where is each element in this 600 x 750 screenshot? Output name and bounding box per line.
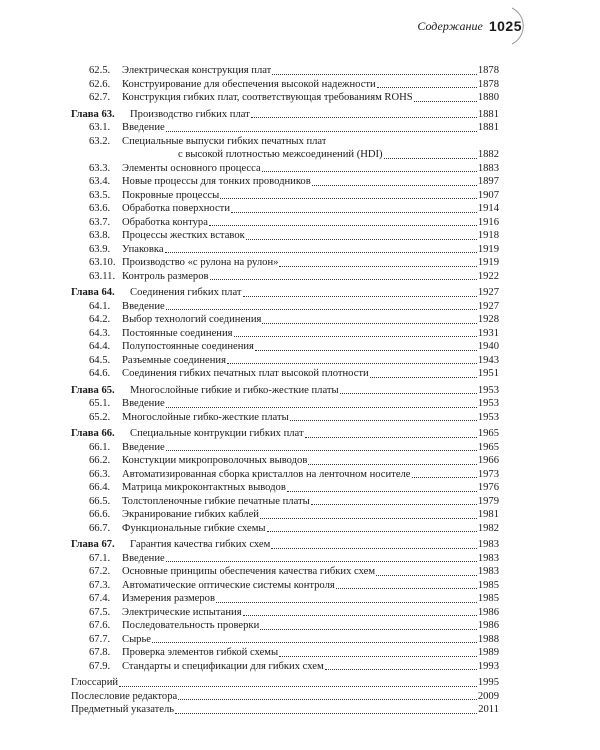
toc-entry-number: 67.2. bbox=[89, 566, 111, 577]
toc-entry[interactable] bbox=[71, 690, 499, 704]
toc-entry-number: 63.8. bbox=[89, 230, 111, 241]
toc-entry-page: 1986 bbox=[477, 620, 499, 631]
toc-entry-number: 66.5. bbox=[89, 495, 111, 507]
toc-entry-title: Гарантия качества гибких схем bbox=[130, 539, 271, 550]
toc-entry-page: 1880 bbox=[477, 92, 499, 103]
toc-entry-number: Глава 67. bbox=[71, 539, 115, 550]
dot-leader bbox=[220, 198, 477, 199]
toc-entry-title: Многослойные гибко-жесткие платы bbox=[122, 411, 289, 423]
toc-entry[interactable] bbox=[71, 538, 499, 552]
header-title: Содержание bbox=[417, 18, 483, 33]
toc-entry[interactable] bbox=[71, 508, 499, 522]
toc-entry-number: 63.1. bbox=[89, 122, 111, 133]
running-header bbox=[417, 18, 522, 34]
toc-entry-page: 1982 bbox=[477, 522, 499, 534]
dot-leader bbox=[272, 74, 477, 75]
dot-leader bbox=[166, 407, 477, 408]
toc-entry-number: 63.11. bbox=[89, 270, 116, 282]
toc-entry-title: Полупостоянные соединения bbox=[122, 341, 254, 352]
toc-entry-title: Соединения гибких печатных плат высокой плотности bbox=[122, 368, 369, 379]
toc-entry-title: Основные принципы обеспечения качества гибких схем bbox=[122, 566, 376, 577]
toc-entry-title: Предметный указатель bbox=[71, 704, 175, 715]
toc-entry-title: с высокой плотностью межсоединений (HDI) bbox=[178, 149, 383, 160]
toc-entry[interactable] bbox=[71, 633, 499, 647]
toc-entry-number: 63.6. bbox=[89, 203, 111, 214]
dot-leader bbox=[287, 491, 477, 492]
toc-entry[interactable] bbox=[71, 606, 499, 620]
toc-entry[interactable] bbox=[71, 91, 499, 105]
toc-entry-page: 1985 bbox=[477, 579, 499, 591]
toc-entry-page: 1927 bbox=[477, 287, 499, 298]
dot-leader bbox=[231, 212, 477, 213]
toc-entry-page: 1953 bbox=[477, 398, 499, 409]
dot-leader bbox=[166, 131, 477, 132]
toc-entry-page: 1878 bbox=[477, 78, 499, 90]
dot-leader bbox=[227, 363, 477, 364]
dot-leader bbox=[262, 323, 476, 324]
toc-entry-page: 1981 bbox=[477, 509, 499, 520]
toc-entry-page: 1979 bbox=[477, 495, 499, 507]
toc-entry-page: 1953 bbox=[477, 384, 499, 396]
toc-entry[interactable] bbox=[71, 441, 499, 455]
toc-entry-title: Функциональные гибкие схемы bbox=[122, 522, 266, 534]
toc-entry-title: Сырье bbox=[122, 633, 152, 645]
toc-entry[interactable] bbox=[71, 216, 499, 230]
toc-entry[interactable] bbox=[71, 108, 499, 122]
toc-entry-title: Специальные выпуски гибких печатных плат bbox=[122, 135, 327, 147]
dot-leader bbox=[178, 699, 477, 700]
toc-entry-page: 1919 bbox=[477, 257, 499, 268]
toc-entry-title: Послесловие редактора bbox=[71, 690, 178, 702]
toc-entry-page: 1883 bbox=[477, 162, 499, 174]
toc-entry-page: 1881 bbox=[477, 122, 499, 133]
toc-entry[interactable] bbox=[71, 552, 499, 566]
toc-entry-page: 1983 bbox=[477, 566, 499, 577]
toc-entry-number: 64.1. bbox=[89, 300, 111, 312]
toc-entry-title: Введение bbox=[122, 552, 165, 564]
toc-entry-number: 63.3. bbox=[89, 162, 111, 174]
dot-leader bbox=[305, 437, 477, 438]
dot-leader bbox=[370, 377, 477, 378]
toc-entry[interactable] bbox=[71, 121, 499, 135]
dot-leader bbox=[279, 656, 477, 657]
toc-entry-page: 1943 bbox=[477, 354, 499, 366]
toc-entry[interactable] bbox=[71, 78, 499, 92]
toc-entry[interactable] bbox=[71, 703, 499, 717]
toc-entry-page: 1914 bbox=[477, 203, 499, 214]
toc-entry[interactable] bbox=[71, 202, 499, 216]
toc-entry[interactable] bbox=[71, 676, 499, 690]
toc-entry[interactable] bbox=[71, 135, 499, 149]
dot-leader bbox=[279, 266, 476, 267]
dot-leader bbox=[216, 602, 477, 603]
toc-entry-title: Конструкция гибких плат, соответствующая требованиям ROHS bbox=[122, 92, 413, 103]
dot-leader bbox=[260, 518, 477, 519]
dot-leader bbox=[308, 464, 476, 465]
toc-entry-page: 1916 bbox=[477, 216, 499, 228]
dot-leader bbox=[412, 477, 477, 478]
toc-entry-title: Электрическая конструкция плат bbox=[122, 65, 272, 76]
toc-entry-page: 1983 bbox=[477, 539, 499, 550]
toc-entry-number: 65.1. bbox=[89, 398, 111, 409]
dot-leader bbox=[165, 252, 477, 253]
header-page-number: 1025 bbox=[488, 18, 522, 34]
toc-chapter-block bbox=[71, 108, 499, 284]
table-of-contents bbox=[71, 64, 499, 720]
toc-entry-title: Измерения размеров bbox=[122, 593, 215, 604]
toc-entry-title: Введение bbox=[122, 300, 165, 312]
toc-entry-number: 67.4. bbox=[89, 593, 111, 604]
toc-entry-page: 1951 bbox=[477, 368, 499, 379]
toc-entry[interactable] bbox=[71, 189, 499, 203]
toc-entry-title: Элементы основного процесса bbox=[122, 162, 261, 174]
toc-entry[interactable] bbox=[71, 354, 499, 368]
toc-entry-title: Процессы жестких вставок bbox=[122, 230, 245, 241]
toc-entry-page: 1907 bbox=[477, 189, 499, 201]
toc-entry-title: Обработка контура bbox=[122, 216, 208, 228]
toc-entry[interactable] bbox=[71, 313, 499, 327]
toc-entry-page: 1986 bbox=[477, 606, 499, 618]
toc-entry-page: 1965 bbox=[477, 441, 499, 453]
dot-leader bbox=[243, 296, 477, 297]
toc-entry-title: Стандарты и спецификации для гибких схем bbox=[122, 660, 324, 672]
toc-entry-page: 1922 bbox=[477, 270, 499, 282]
toc-entry[interactable] bbox=[71, 522, 499, 536]
dot-leader bbox=[312, 185, 477, 186]
dot-leader bbox=[251, 117, 477, 118]
toc-entry-number: 66.4. bbox=[89, 482, 111, 493]
toc-entry-page: 2011 bbox=[478, 704, 499, 715]
toc-chapter-block bbox=[71, 427, 499, 535]
toc-entry-page: 1983 bbox=[477, 552, 499, 564]
toc-entry-title: Проверка элементов гибкой схемы bbox=[122, 647, 279, 658]
dot-leader bbox=[166, 309, 477, 310]
toc-entry[interactable] bbox=[71, 243, 499, 257]
toc-entry-number: 67.7. bbox=[89, 633, 111, 645]
toc-entry-number: 64.5. bbox=[89, 354, 111, 366]
toc-entry-title: Автоматические оптические системы контроля bbox=[122, 579, 335, 591]
toc-entry[interactable] bbox=[71, 579, 499, 593]
dot-leader bbox=[209, 225, 477, 226]
dot-leader bbox=[243, 615, 477, 616]
toc-entry-title: Электрические испытания bbox=[122, 606, 242, 618]
toc-entry-page: 1881 bbox=[477, 108, 499, 120]
toc-entry-number: 67.5. bbox=[89, 606, 111, 618]
toc-entry[interactable] bbox=[71, 660, 499, 674]
toc-entry-title: Глоссарий bbox=[71, 677, 119, 688]
dot-leader bbox=[234, 336, 477, 337]
toc-entry[interactable] bbox=[71, 175, 499, 189]
toc-chapter-block bbox=[71, 286, 499, 381]
dot-leader bbox=[175, 713, 477, 714]
toc-entry-number: 63.10. bbox=[89, 257, 116, 268]
decorative-arc-icon bbox=[508, 4, 542, 48]
toc-entry[interactable] bbox=[71, 427, 499, 441]
toc-entry-title: Введение bbox=[122, 398, 165, 409]
toc-chapter-block bbox=[71, 384, 499, 425]
toc-chapter-block bbox=[71, 538, 499, 673]
dot-leader bbox=[271, 548, 476, 549]
toc-entry-number: 64.3. bbox=[89, 327, 111, 339]
toc-entry-title: Толстопленочные гибкие печатные платы bbox=[122, 495, 310, 507]
toc-entry-number: 62.5. bbox=[89, 65, 111, 76]
toc-entry-page: 1897 bbox=[477, 176, 499, 187]
dot-leader bbox=[336, 588, 477, 589]
toc-entry-number: 63.5. bbox=[89, 189, 111, 201]
dot-leader bbox=[260, 629, 477, 630]
toc-entry-title: Производство «с рулона на рулон» bbox=[122, 257, 279, 268]
dot-leader bbox=[340, 393, 477, 394]
toc-entry-title: Упаковка bbox=[122, 243, 164, 255]
dot-leader bbox=[210, 279, 477, 280]
toc-entry[interactable] bbox=[71, 286, 499, 300]
dot-leader bbox=[152, 642, 477, 643]
toc-entry[interactable] bbox=[71, 367, 499, 381]
toc-entry-page: 1988 bbox=[477, 633, 499, 645]
toc-entry-page: 1878 bbox=[477, 65, 499, 76]
toc-appendix-block bbox=[71, 676, 499, 717]
toc-entry-page: 1928 bbox=[477, 314, 499, 325]
toc-entry-number: 66.1. bbox=[89, 441, 111, 453]
dot-leader bbox=[267, 531, 477, 532]
dot-leader bbox=[377, 87, 477, 88]
toc-entry-title: Контроль размеров bbox=[122, 270, 209, 282]
toc-entry-number: Глава 66. bbox=[71, 428, 115, 439]
toc-chapter-block bbox=[71, 64, 499, 105]
dot-leader bbox=[311, 504, 477, 505]
toc-entry-page: 1965 bbox=[477, 428, 499, 439]
toc-entry[interactable] bbox=[71, 229, 499, 243]
toc-entry[interactable] bbox=[71, 646, 499, 660]
toc-entry[interactable] bbox=[71, 340, 499, 354]
toc-entry-page: 1966 bbox=[477, 455, 499, 466]
toc-entry-title: Матрица микроконтактных выводов bbox=[122, 482, 286, 493]
toc-entry-title: Постоянные соединения bbox=[122, 327, 233, 339]
toc-entry-number: 63.2. bbox=[89, 135, 111, 147]
toc-entry-title: Выбор технологий соединения bbox=[122, 314, 262, 325]
toc-entry-title: Многослойные гибкие и гибко-жесткие платы bbox=[130, 384, 339, 396]
dot-leader bbox=[119, 686, 477, 687]
toc-entry-number: 66.7. bbox=[89, 522, 111, 534]
toc-entry-page: 1976 bbox=[477, 482, 499, 493]
toc-entry-number: 64.6. bbox=[89, 368, 111, 379]
toc-entry-number: 66.6. bbox=[89, 509, 111, 520]
dot-leader bbox=[290, 420, 477, 421]
toc-entry-number: 65.2. bbox=[89, 411, 111, 423]
toc-entry-page: 1882 bbox=[477, 149, 499, 160]
toc-entry-page: 1927 bbox=[477, 300, 499, 312]
dot-leader bbox=[255, 350, 477, 351]
toc-entry[interactable] bbox=[71, 565, 499, 579]
toc-entry-number: 67.3. bbox=[89, 579, 111, 591]
toc-entry-number: 62.6. bbox=[89, 78, 111, 90]
toc-entry-number: 64.4. bbox=[89, 341, 111, 352]
toc-entry-number: 67.6. bbox=[89, 620, 111, 631]
toc-entry-number: Глава 63. bbox=[71, 108, 115, 120]
toc-entry[interactable] bbox=[71, 148, 499, 162]
toc-entry[interactable] bbox=[71, 592, 499, 606]
toc-entry-page: 1940 bbox=[477, 341, 499, 352]
toc-entry-page: 1985 bbox=[477, 593, 499, 604]
toc-entry-title: Автоматизированная сборка кристаллов на ленточном носителе bbox=[122, 468, 411, 480]
toc-entry-page: 2009 bbox=[477, 690, 499, 702]
toc-entry-number: 63.4. bbox=[89, 176, 111, 187]
toc-entry-number: Глава 64. bbox=[71, 287, 115, 298]
toc-entry-title: Введение bbox=[122, 122, 165, 133]
toc-entry[interactable] bbox=[71, 327, 499, 341]
toc-entry[interactable] bbox=[71, 300, 499, 314]
toc-entry[interactable] bbox=[71, 256, 499, 270]
dot-leader bbox=[246, 239, 477, 240]
dot-leader bbox=[166, 450, 477, 451]
toc-entry[interactable] bbox=[71, 162, 499, 176]
dot-leader bbox=[414, 101, 477, 102]
toc-entry[interactable] bbox=[71, 495, 499, 509]
dot-leader bbox=[325, 669, 477, 670]
toc-entry-page: 1993 bbox=[477, 660, 499, 672]
toc-entry-number: 63.7. bbox=[89, 216, 111, 228]
toc-entry-number: 62.7. bbox=[89, 92, 111, 103]
toc-entry-title: Производство гибких плат bbox=[130, 108, 250, 120]
toc-entry-title: Введение bbox=[122, 441, 165, 453]
toc-entry-page: 1995 bbox=[477, 677, 499, 688]
toc-entry[interactable] bbox=[71, 64, 499, 78]
toc-entry-number: 67.8. bbox=[89, 647, 111, 658]
toc-entry-number: 63.9. bbox=[89, 243, 111, 255]
toc-entry[interactable] bbox=[71, 481, 499, 495]
dot-leader bbox=[262, 171, 477, 172]
toc-entry[interactable] bbox=[71, 619, 499, 633]
toc-entry[interactable] bbox=[71, 397, 499, 411]
toc-entry-number: 66.3. bbox=[89, 468, 111, 480]
toc-entry-page: 1918 bbox=[477, 230, 499, 241]
toc-entry-page: 1973 bbox=[477, 468, 499, 480]
dot-leader bbox=[376, 575, 477, 576]
toc-entry-title: Специальные контрукции гибких плат bbox=[130, 428, 304, 439]
toc-entry-number: 66.2. bbox=[89, 455, 111, 466]
toc-entry-title: Покровные процессы bbox=[122, 189, 220, 201]
toc-entry[interactable] bbox=[71, 270, 499, 284]
toc-entry-title: Экранирование гибких каблей bbox=[122, 509, 259, 520]
toc-entry[interactable] bbox=[71, 454, 499, 468]
toc-entry-page: 1989 bbox=[477, 647, 499, 658]
toc-entry-title: Соединения гибких плат bbox=[130, 287, 242, 298]
toc-entry-title: Конструирование для обеспечения высокой надежности bbox=[122, 78, 376, 90]
toc-entry-title: Обработка поверхности bbox=[122, 203, 230, 214]
toc-entry[interactable] bbox=[71, 468, 499, 482]
toc-entry[interactable] bbox=[71, 411, 499, 425]
toc-entry[interactable] bbox=[71, 384, 499, 398]
toc-entry-page: 1919 bbox=[477, 243, 499, 255]
toc-entry-number: 67.9. bbox=[89, 660, 111, 672]
toc-entry-title: Разъемные соединения bbox=[122, 354, 226, 366]
toc-entry-page: 1931 bbox=[477, 327, 499, 339]
dot-leader bbox=[166, 561, 477, 562]
toc-entry-title: Новые процессы для тонких проводников bbox=[122, 176, 311, 187]
toc-entry-number: Глава 65. bbox=[71, 384, 115, 396]
toc-entry-title: Последовательность проверки bbox=[122, 620, 260, 631]
toc-entry-title: Констукции микропроволочных выводов bbox=[122, 455, 308, 466]
toc-entry-number: 64.2. bbox=[89, 314, 111, 325]
toc-entry-number: 67.1. bbox=[89, 552, 111, 564]
dot-leader bbox=[384, 158, 477, 159]
toc-entry-page: 1953 bbox=[477, 411, 499, 423]
